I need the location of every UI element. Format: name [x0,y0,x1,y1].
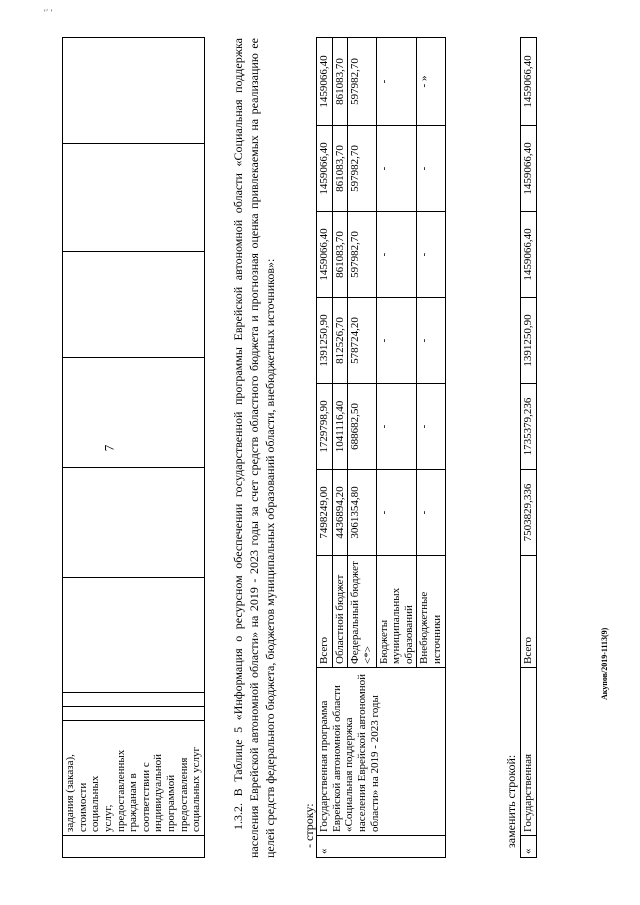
value-cell: 1459066,40 [521,38,537,126]
quote-cell: « [317,836,446,858]
value-cell: 812526,70 [332,298,348,384]
value-cell: 1459066,40 [317,38,333,126]
value-cell: 861083,70 [332,126,348,212]
amendment-paragraph [230,38,278,858]
table-row [317,38,333,858]
label-row: - строку: [302,803,316,848]
value-cell: 1459066,40 [317,126,333,212]
value-cell: 597982,70 [348,126,376,212]
source-cell: Бюджеты муниципальных образований [376,556,417,668]
sources-table [316,37,446,858]
paragraph-text: 1.3.2. В Таблице 5 «Информация о ресурсном обеспечении государственной программы Еврейской автономной области «Социальная поддержка населения Еврейской автономной области» на 2019 - 2023 годы за счет средств областного бюджета и прогнозная оценка привлекаемых на реализацию ее целей средств федерального бюджета, бюджетов муниципальных образований области, внебюджетных источников»: [231,38,277,858]
value-cell: - [417,470,445,556]
value-cell: 578724,20 [348,298,376,384]
value-cell: 597982,70 [348,38,376,126]
value-cell [417,38,445,126]
value-cell: 4436894,20 [332,470,348,556]
cell-line: социальных услуг [190,746,203,832]
table-row [521,38,537,858]
label-replace: заменить строкой: [504,754,518,848]
value-cell: - [376,126,417,212]
value-cell: - [417,212,445,298]
cell-line: гражданам в [127,773,140,832]
source-cell: Областной бюджет [332,556,348,668]
value-cell: 3061354,80 [348,470,376,556]
closing-quote: - » [418,75,431,88]
table-cell [63,693,205,707]
source-cell: Внебюджетные источники [417,556,445,668]
scan-mark: '´ ' [44,8,53,18]
table-cell [63,252,205,358]
value-cell: - [417,384,445,470]
cell-line: предоставленных [114,749,127,832]
value-cell: 1041116,40 [332,384,348,470]
table-cell [63,358,205,468]
value-cell: 1459066,40 [521,212,537,298]
cell-line: услуг, [101,804,114,832]
page-number: 7 [101,444,117,452]
value-cell: 1459066,40 [317,212,333,298]
value-cell: 1735379,236 [521,384,537,470]
value-cell: 597982,70 [348,212,376,298]
cell-line: индивидуальной [152,753,165,832]
table-cell [63,38,205,144]
continuation-table [62,37,205,858]
table-cell [63,468,205,578]
source-cell: Всего [317,556,333,668]
source-cell: Федеральный бюджет <*> [348,556,376,668]
source-cell: Всего [521,556,537,668]
program-name-cell: Государственная [521,668,537,836]
value-cell: 688682,50 [348,384,376,470]
rotated-page-content [62,38,582,858]
table-row [63,38,205,858]
cell-line: задания (заказа), [64,754,76,832]
value-cell: 861083,70 [332,38,348,126]
value-cell: - [376,470,417,556]
table-cell [63,144,205,252]
value-cell: - [376,384,417,470]
quote-cell: « [521,836,537,858]
cell-line: предоставления [177,757,190,832]
table-cell [63,578,205,693]
value-cell: 1459066,40 [521,126,537,212]
value-cell: 861083,70 [332,212,348,298]
value-cell: 1391250,90 [521,298,537,384]
value-cell: - [417,126,445,212]
cell-line: программой [165,774,178,832]
value-cell: - [376,212,417,298]
table-cell [63,721,205,836]
value-cell: 7498249,00 [317,470,333,556]
table-cell [63,836,205,858]
program-name-cell: Государственная программа Еврейской автономной области «Социальная поддержка населения Еврейской автономной области» на 2019 - 2023 годы [317,668,446,836]
cell-line: соответствии с [139,762,152,832]
table-cell [63,707,205,721]
footer-code: Акупов/2019-1113(9) [600,627,609,700]
replacement-table [520,37,537,858]
value-cell: - [376,298,417,384]
value-cell: 1391250,90 [317,298,333,384]
value-cell: - [376,38,417,126]
value-cell: 7503829,336 [521,470,537,556]
cell-line: стоимости социальных [76,775,102,832]
value-cell: - [417,298,445,384]
value-cell: 1729798,90 [317,384,333,470]
